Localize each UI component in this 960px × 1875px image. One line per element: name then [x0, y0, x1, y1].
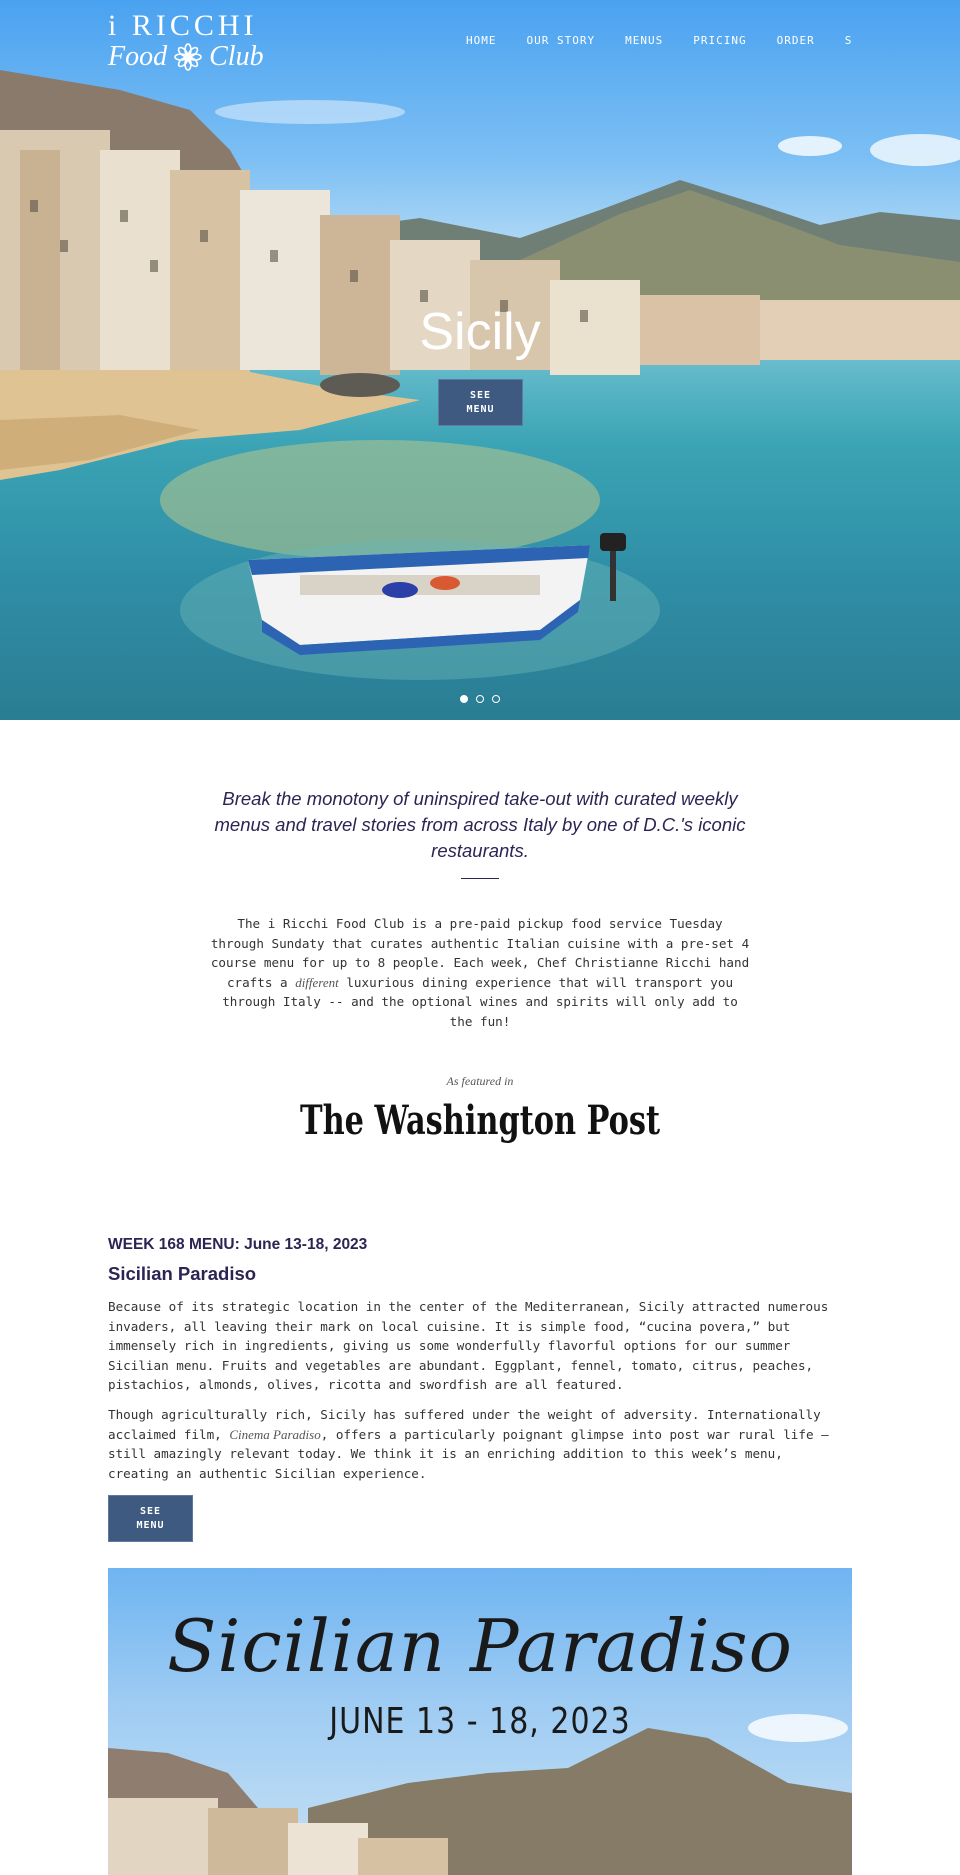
- nav-pricing[interactable]: PRICING: [693, 34, 747, 47]
- section-divider: [461, 878, 499, 879]
- menu-button-line-1: SEE: [139, 1505, 162, 1517]
- nav-order[interactable]: ORDER: [776, 34, 815, 47]
- featured-label: As featured in: [446, 1074, 514, 1088]
- hero-button-line-2: MENU: [466, 403, 495, 415]
- banner-title: Sicilian Paradiso: [167, 1604, 793, 1688]
- menu-description-1: Because of its strategic location in the center of the Mediterranean, Sicily attracted numerous invaders, all leaving their mark on local cuisine. It is simple food, “cucina povera,” but immensely rich in ingredients, giving us some wonderfully flavorful options for our summer Sicilian menu. Fruits and vegetables are abundant. Eggplant, fennel, tomato, citrus, peaches, pistachios, almonds, olives, ricotta and swordfish are all featured.: [108, 1299, 829, 1392]
- nav-our-story[interactable]: OUR STORY: [526, 34, 596, 47]
- slider-dot-3[interactable]: [492, 695, 500, 703]
- week-menu-heading: WEEK 168 MENU: June 13-18, 2023: [108, 1236, 368, 1253]
- menu-button-line-2: MENU: [136, 1519, 165, 1531]
- nav-home[interactable]: HOME: [466, 34, 497, 47]
- flower-icon: [173, 42, 203, 72]
- intro-body-part-2: luxurious dining experience that will transport you through Italy -- and the optional wines and spirits will only add to the fun!: [222, 974, 738, 1029]
- nav-item-s[interactable]: S: [844, 34, 853, 47]
- hero-title: Sicily: [419, 303, 541, 361]
- menu-description-2: [108, 1405, 848, 1483]
- menu-description-2-part-2: , offers a particularly poignant glimpse into post war rural life – still amazingly relevant today. We think it is an enriching addition to this week’s menu, creating an authentic Sicilian experience.: [108, 1426, 829, 1481]
- see-menu-button[interactable]: [108, 1495, 193, 1542]
- nav-menus[interactable]: MENUS: [625, 34, 664, 47]
- main-nav: [466, 34, 852, 47]
- logo-line-1: i RICCHI: [108, 9, 258, 42]
- hero-button-line-1: SEE: [469, 389, 492, 401]
- slider-dots: [460, 695, 500, 703]
- intro-tagline: Break the monotony of uninspired take-out with curated weekly menus and travel stories from across Italy by one of D.C.'s iconic restaurants.: [214, 788, 746, 861]
- menu-title: Sicilian Paradiso: [108, 1263, 257, 1284]
- slider-dot-1[interactable]: [460, 695, 468, 703]
- logo-club: Club: [209, 41, 264, 72]
- slider-dot-2[interactable]: [476, 695, 484, 703]
- hero-see-menu-button[interactable]: [438, 379, 523, 426]
- banner-date: JUNE 13 - 18, 2023: [329, 1700, 631, 1743]
- washington-post-logo-text: The Washington Post: [300, 1097, 661, 1144]
- intro-body: [210, 914, 750, 1031]
- site-logo[interactable]: [108, 9, 268, 72]
- logo-food: Food: [108, 41, 168, 72]
- hero-slider: [0, 0, 960, 720]
- intro-body-emphasis: different: [295, 974, 339, 990]
- intro-body-part-1: The i Ricchi Food Club is a pre-paid pickup food service Tuesday through Sundaty that curates authentic Italian cuisine with a pre-set 4 course menu for up to 8 people. Each week, Chef Christianne Ricchi hand crafts a: [210, 916, 750, 990]
- menu-banner-image[interactable]: [108, 1568, 852, 1875]
- washington-post-logo: [280, 1086, 680, 1148]
- menu-description-2-part-1: Though agriculturally rich, Sicily has suffered under the weight of adversity. Internationally acclaimed film,: [108, 1407, 821, 1442]
- film-title: Cinema Paradiso: [229, 1426, 321, 1442]
- logo-line-2: [108, 40, 268, 74]
